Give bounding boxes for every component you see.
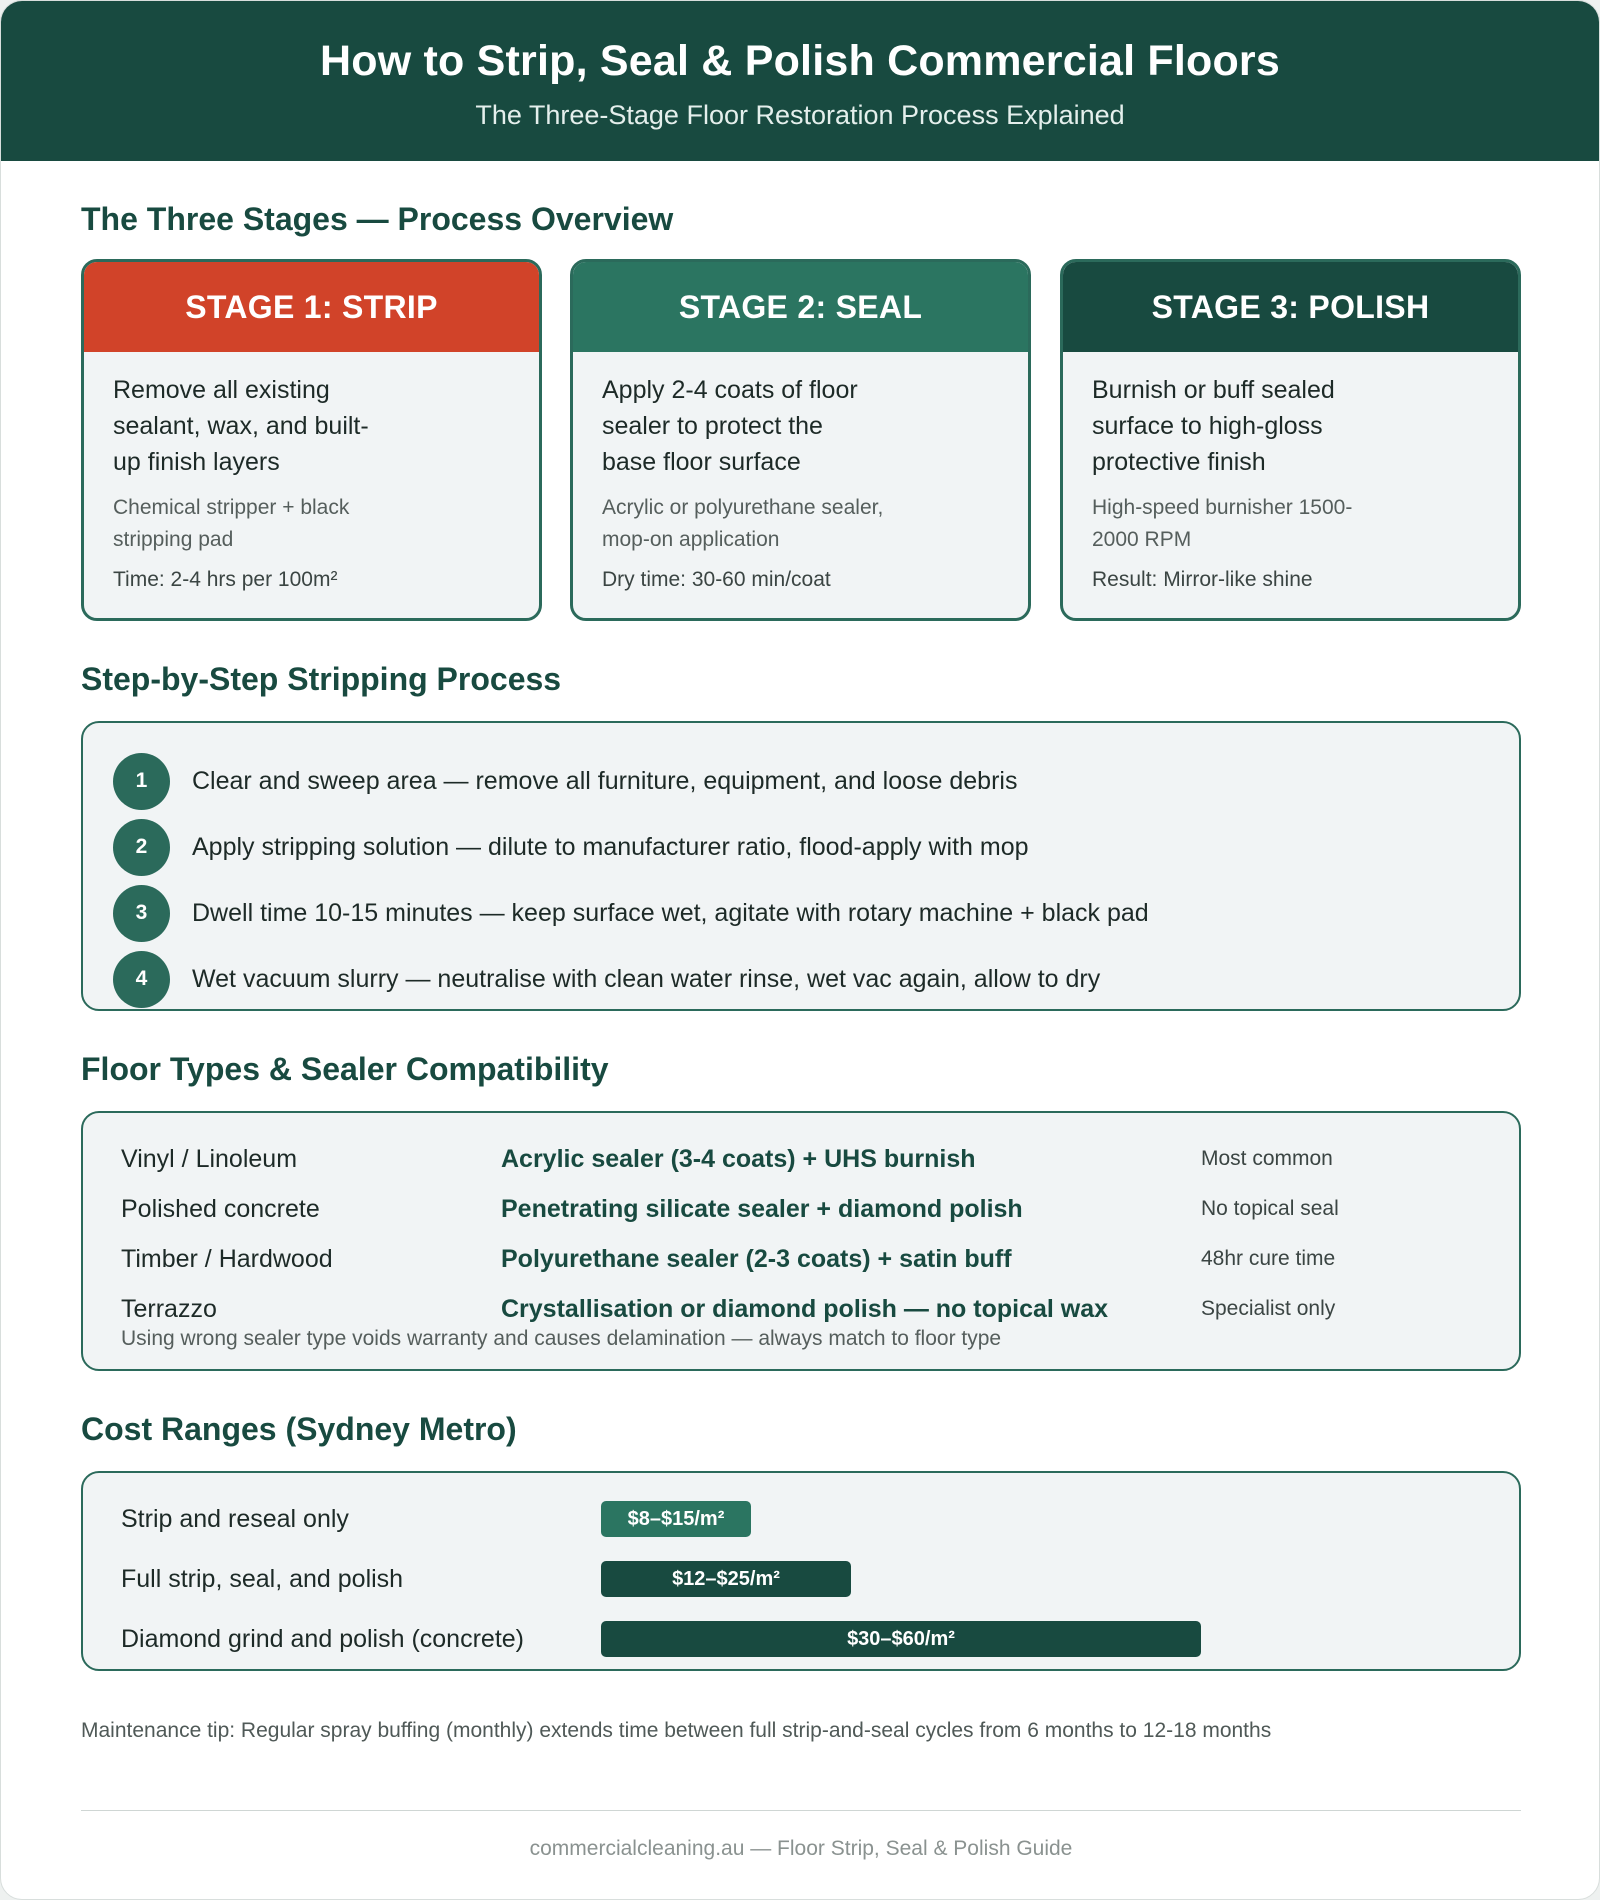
cost-ranges-panel [81, 1471, 1521, 1671]
step-item [113, 818, 1029, 876]
page-footer: commercialcleaning.au — Floor Strip, Seal & Polish Guide [529, 1837, 1073, 1860]
stage-detail: High-speed burnisher 1500-2000 RPM [1092, 496, 1353, 551]
step-text: Clear and sweep area — remove all furniture, equipment, and loose debris [192, 766, 1018, 795]
stage-detail: Acrylic or polyurethane sealer, mop-on application [602, 496, 884, 551]
stage-description: Remove all existing sealant, wax, and built-up finish layers [113, 376, 369, 476]
step-number-badge: 1 [113, 753, 170, 810]
footer-divider [81, 1810, 1521, 1811]
page-subtitle: The Three-Stage Floor Restoration Process Explained [475, 100, 1125, 130]
steps-panel [81, 721, 1521, 1011]
stage-header: STAGE 3: POLISH [1063, 262, 1518, 352]
stage-description: Apply 2-4 coats of floor sealer to protect the base floor surface [602, 376, 858, 476]
cost-range-bar: $8–$15/m² [601, 1501, 751, 1537]
cost-label: Full strip, seal, and polish [121, 1565, 404, 1593]
step-number-badge: 3 [113, 885, 170, 942]
stage-description: Burnish or buff sealed surface to high-gloss protective finish [1092, 376, 1335, 476]
floor-compatibility-panel [81, 1111, 1521, 1371]
step-number-badge: 2 [113, 819, 170, 876]
stage-header: STAGE 1: STRIP [84, 262, 539, 352]
stage-cards [81, 259, 1521, 621]
step-number-badge: 4 [113, 951, 170, 1008]
page-header [1, 1, 1599, 161]
floor-note: 48hr cure time [1201, 1247, 1336, 1270]
cost-label: Strip and reseal only [121, 1505, 349, 1533]
step-item [113, 752, 1017, 810]
step-item [113, 950, 1100, 1008]
floor-sealer: Penetrating silicate sealer + diamond polish [501, 1195, 1023, 1223]
cost-label: Diamond grind and polish (concrete) [121, 1625, 524, 1653]
step-text: Wet vacuum slurry — neutralise with clean water rinse, wet vac again, allow to dry [192, 964, 1101, 993]
floor-note: Most common [1201, 1147, 1333, 1170]
stage-detail: Chemical stripper + black stripping pad [113, 496, 350, 551]
page-title: How to Strip, Seal & Polish Commercial Floors [320, 37, 1280, 85]
stage-time: Dry time: 30-60 min/coat [602, 568, 831, 591]
floor-sealer: Acrylic sealer (3-4 coats) + UHS burnish [501, 1145, 976, 1173]
step-text: Dwell time 10-15 minutes — keep surface wet, agitate with rotary machine + black pad [192, 898, 1149, 927]
floor-note: No topical seal [1201, 1197, 1339, 1220]
floor-type: Vinyl / Linoleum [121, 1145, 298, 1173]
step-item [113, 884, 1149, 942]
maintenance-tip: Maintenance tip: Regular spray buffing (monthly) extends time between full strip-and-seal cycles from 6 months to 12-18 months [81, 1719, 1272, 1742]
floor-type: Timber / Hardwood [121, 1245, 333, 1273]
floors-section-title: Floor Types & Sealer Compatibility [81, 1051, 609, 1087]
floor-row [121, 1189, 1501, 1229]
stage-time: Time: 2-4 hrs per 100m² [113, 568, 338, 591]
overview-section-title: The Three Stages — Process Overview [81, 201, 674, 237]
stage-time: Result: Mirror-like shine [1092, 568, 1313, 591]
floor-sealer: Polyurethane sealer (2-3 coats) + satin buff [501, 1245, 1012, 1273]
stage-header: STAGE 2: SEAL [573, 262, 1028, 352]
stage-card-seal [570, 259, 1031, 621]
floor-type: Terrazzo [121, 1295, 217, 1323]
floor-row [121, 1289, 1501, 1329]
floor-sealer: Crystallisation or diamond polish — no topical wax [501, 1295, 1109, 1323]
stage-card-strip [81, 259, 542, 621]
cost-range-bar: $12–$25/m² [601, 1561, 851, 1597]
stage-card-polish [1060, 259, 1521, 621]
step-text: Apply stripping solution — dilute to manufacturer ratio, flood-apply with mop [192, 832, 1029, 861]
floor-type: Polished concrete [121, 1195, 320, 1223]
cost-range-bar: $30–$60/m² [601, 1621, 1201, 1657]
steps-section-title: Step-by-Step Stripping Process [81, 661, 562, 697]
floor-note: Specialist only [1201, 1297, 1336, 1320]
floor-row [121, 1139, 1501, 1179]
costs-section-title: Cost Ranges (Sydney Metro) [81, 1411, 517, 1447]
floor-row [121, 1239, 1501, 1279]
floor-warning-note: Using wrong sealer type voids warranty and causes delamination — always match to floor type [121, 1327, 1002, 1350]
